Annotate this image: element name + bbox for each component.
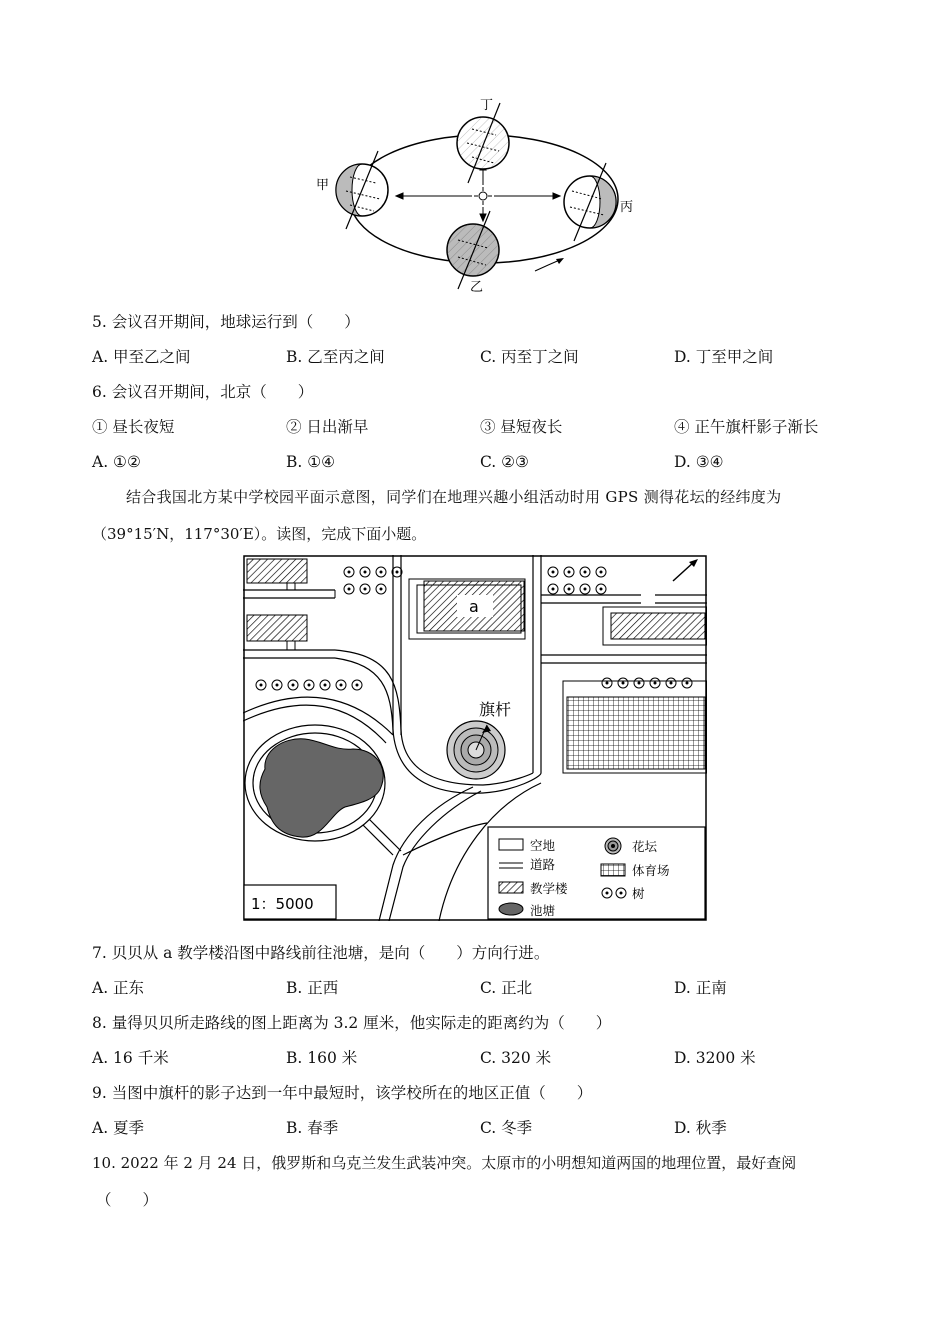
label-yi: 乙 <box>470 280 484 295</box>
legend-road: 道路 <box>530 857 556 872</box>
orbit-direction-arrow <box>535 258 564 271</box>
earth-jia <box>336 151 388 229</box>
legend-stadium: 体育场 <box>632 863 670 878</box>
q7-option-c[interactable]: C. 正北 <box>480 979 533 997</box>
q9-option-d[interactable]: D. 秋季 <box>674 1119 727 1137</box>
label-bing: 丙 <box>620 200 634 215</box>
legend-open-space: 空地 <box>530 838 556 853</box>
earth-yi <box>447 211 499 289</box>
q5-option-b[interactable]: B. 乙至丙之间 <box>286 348 385 366</box>
q10-stem-blank: （ ） <box>96 1191 159 1209</box>
q8-stem: 8. 量得贝贝所走路线的图上距离为 3.2 厘米，他实际走的距离约为（ ） <box>92 1014 612 1032</box>
intro-line-1: 结合我国北方某中学校园平面示意图，同学们在地理兴趣小组活动时用 GPS 测得花坛的经纬度为 <box>126 488 782 506</box>
flagpole-label: 旗杆 <box>479 700 512 719</box>
q6-statement-2: ② 日出渐早 <box>286 418 369 436</box>
q7-stem: 7. 贝贝从 a 教学楼沿图中路线前往池塘，是向（ ）方向行进。 <box>92 944 550 962</box>
campus-map <box>243 555 707 921</box>
legend-pond: 池塘 <box>530 903 556 918</box>
q9-option-b[interactable]: B. 春季 <box>286 1119 339 1137</box>
q6-option-b[interactable]: B. ①④ <box>286 453 336 471</box>
stadium <box>567 697 705 769</box>
q10-stem: 10. 2022 年 2 月 24 日，俄罗斯和乌克兰发生武装冲突。太原市的小明想知道两国的地理位置，最好查阅 <box>92 1154 797 1172</box>
map-scale: 1：5000 <box>251 895 314 913</box>
q9-option-c[interactable]: C. 冬季 <box>480 1119 533 1137</box>
q8-option-c[interactable]: C. 320 米 <box>480 1049 552 1067</box>
q8-option-d[interactable]: D. 3200 米 <box>674 1049 756 1067</box>
q9-stem: 9. 当图中旗杆的影子达到一年中最短时，该学校所在的地区正值（ ） <box>92 1084 593 1102</box>
building-a-label: a <box>469 597 479 616</box>
label-jia: 甲 <box>316 178 330 193</box>
q5-option-d[interactable]: D. 丁至甲之间 <box>674 348 774 366</box>
legend-flower-bed-icon <box>605 838 621 854</box>
q6-option-d[interactable]: D. ③④ <box>674 453 724 471</box>
orbit-diagram <box>300 95 660 295</box>
label-ding: 丁 <box>480 98 494 113</box>
legend-flower-bed: 花坛 <box>632 839 658 854</box>
q5-stem: 5. 会议召开期间，地球运行到（ ） <box>92 313 360 331</box>
q5-option-c[interactable]: C. 丙至丁之间 <box>480 348 579 366</box>
q7-option-b[interactable]: B. 正西 <box>286 979 339 997</box>
flower-bed <box>447 721 505 779</box>
q8-option-a[interactable]: A. 16 千米 <box>92 1049 169 1067</box>
q7-option-a[interactable]: A. 正东 <box>92 979 145 997</box>
q6-stem: 6. 会议召开期间，北京（ ） <box>92 383 314 401</box>
building-top-left-1 <box>247 559 307 583</box>
q6-statement-4: ④ 正午旗杆影子渐长 <box>674 418 819 436</box>
legend-stadium-icon <box>601 864 625 876</box>
intro-line-2: （39°15′N，117°30′E）。读图，完成下面小题。 <box>92 525 427 543</box>
q5-option-a[interactable]: A. 甲至乙之间 <box>92 348 191 366</box>
legend-tree: 树 <box>632 886 645 901</box>
building-top-left-2 <box>247 615 307 641</box>
q7-option-d[interactable]: D. 正南 <box>674 979 727 997</box>
q6-statement-3: ③ 昼短夜长 <box>480 418 563 436</box>
building-right <box>611 613 705 639</box>
q6-option-c[interactable]: C. ②③ <box>480 453 529 471</box>
q6-statement-1: ① 昼长夜短 <box>92 418 175 436</box>
sun-icon <box>474 187 492 205</box>
sunlight-arrows <box>396 163 560 221</box>
q8-option-b[interactable]: B. 160 米 <box>286 1049 358 1067</box>
legend-teaching-building: 教学楼 <box>530 881 568 896</box>
q6-option-a[interactable]: A. ①② <box>92 453 141 471</box>
q9-option-a[interactable]: A. 夏季 <box>92 1119 145 1137</box>
